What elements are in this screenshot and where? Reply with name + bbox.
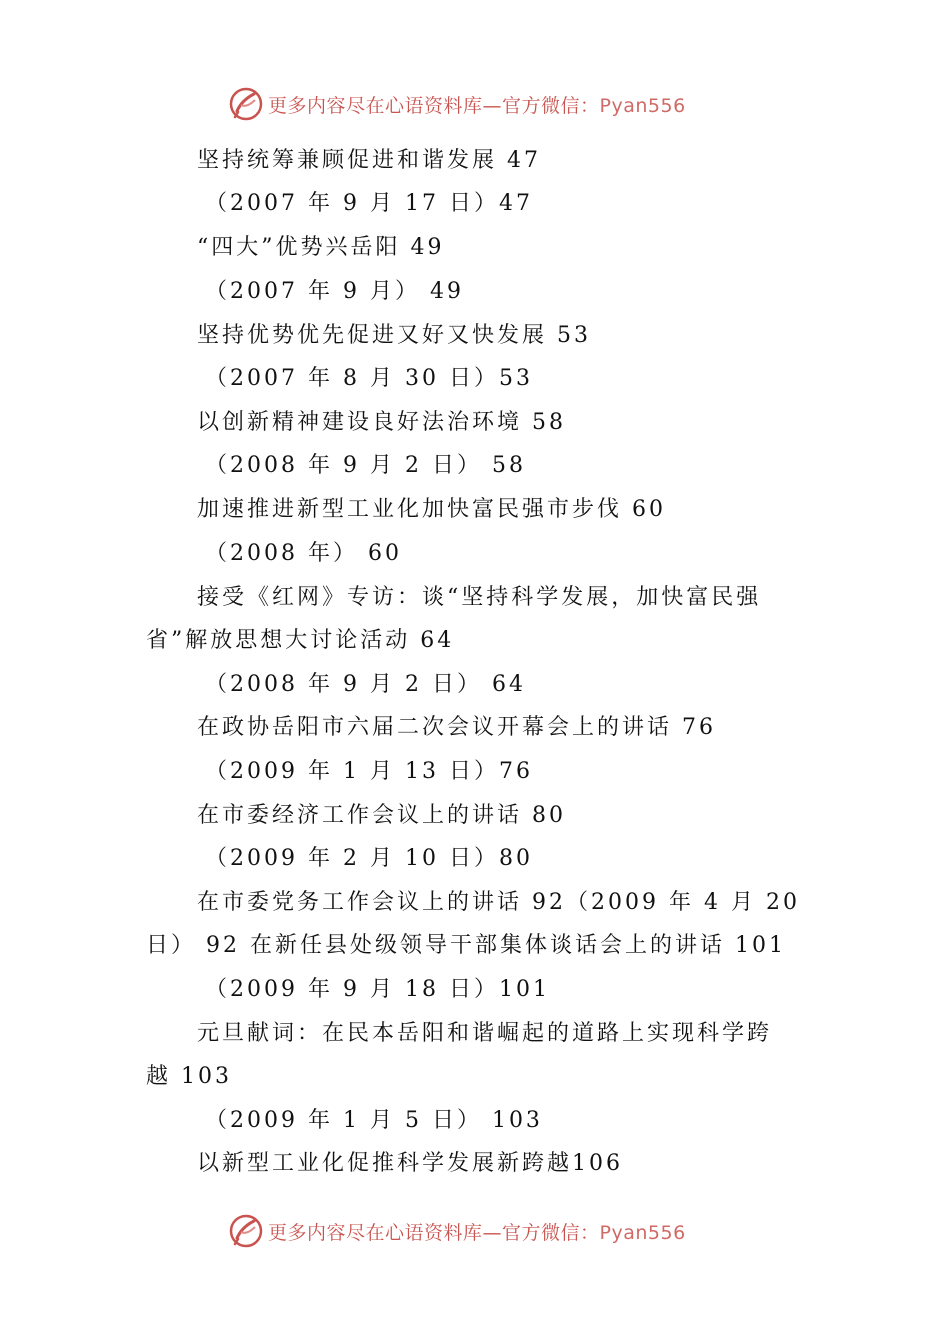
banner-text: 更多内容尽在心语资料库—官方微信：Pyan556 <box>268 1221 686 1244</box>
toc-date: （2008 年） 60 <box>205 541 402 566</box>
toc-entry: 元旦献词：在民本岳阳和谐崛起的道路上实现科学跨 <box>197 1021 773 1046</box>
toc-date: （2008 年 9 月 2 日） 58 <box>205 453 526 478</box>
toc-entry-continued: 省”解放思想大讨论活动 64 <box>146 628 455 653</box>
toc-date: （2007 年 9 月） 49 <box>205 279 464 304</box>
toc-entry: “四大”优势兴岳阳 49 <box>197 235 445 260</box>
toc-entry: 在政协岳阳市六届二次会议开幕会上的讲话 76 <box>197 715 716 740</box>
toc-date: （2007 年 8 月 30 日）53 <box>205 366 533 391</box>
pen-logo-icon <box>228 86 264 122</box>
toc-entry-continued: 日） 92 在新任县处级领导干部集体谈话会上的讲话 101 <box>146 933 786 958</box>
toc-entry: 接受《红网》专访：谈“坚持科学发展，加快富民强 <box>197 585 762 610</box>
toc-date: （2008 年 9 月 2 日） 64 <box>205 672 526 697</box>
toc-date: （2009 年 1 月 13 日）76 <box>205 759 533 784</box>
toc-date: （2009 年 2 月 10 日）80 <box>205 846 533 871</box>
footer-banner <box>228 1211 748 1251</box>
toc-entry-continued: 越 103 <box>146 1064 232 1089</box>
toc-date: （2007 年 9 月 17 日）47 <box>205 191 533 216</box>
toc-date: （2009 年 9 月 18 日）101 <box>205 977 550 1002</box>
toc-entry: 在市委经济工作会议上的讲话 80 <box>197 803 566 828</box>
banner-text: 更多内容尽在心语资料库—官方微信：Pyan556 <box>268 94 686 117</box>
header-banner <box>228 84 748 124</box>
wechat-id: Pyan556 <box>599 1221 686 1244</box>
toc-entry: 加速推进新型工业化加快富民强市步伐 60 <box>197 497 666 522</box>
pen-logo-icon <box>228 1213 264 1249</box>
toc-date: （2009 年 1 月 5 日） 103 <box>205 1108 543 1133</box>
wechat-id: Pyan556 <box>599 94 686 117</box>
toc-entry: 在市委党务工作会议上的讲话 92（2009 年 4 月 20 <box>197 890 800 915</box>
toc-entry: 以新型工业化促推科学发展新跨越106 <box>197 1151 623 1176</box>
toc-entry: 坚持优势优先促进又好又快发展 53 <box>197 323 591 348</box>
toc-entry: 以创新精神建设良好法治环境 58 <box>197 410 566 435</box>
toc-entry: 坚持统筹兼顾促进和谐发展 47 <box>197 148 541 173</box>
